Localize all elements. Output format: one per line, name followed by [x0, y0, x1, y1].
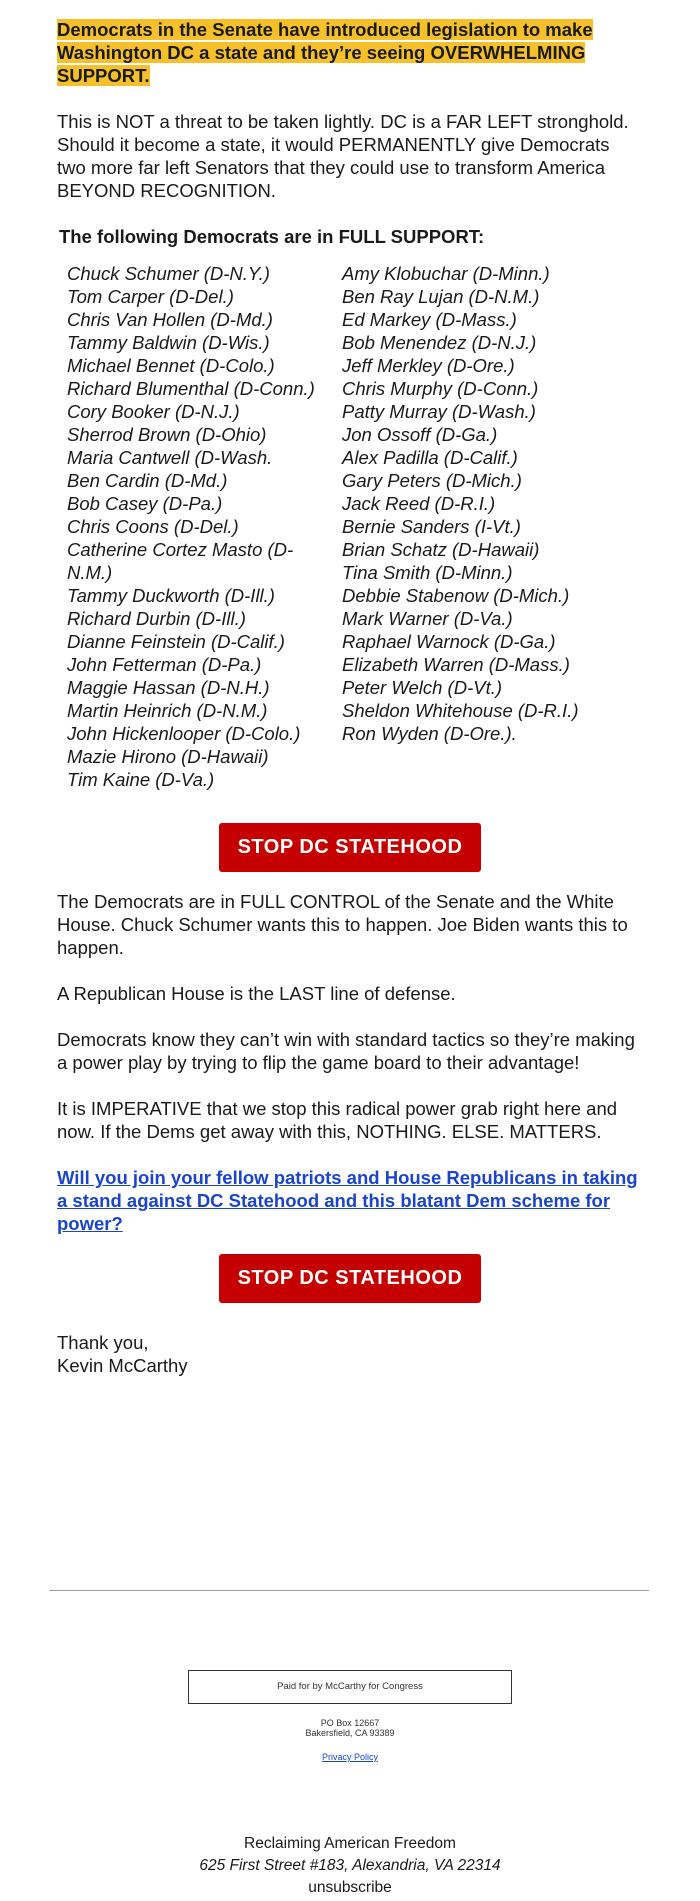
senator-item: Chuck Schumer (D-N.Y.) [67, 263, 270, 284]
senator-item: Peter Welch (D-Vt.) [342, 677, 503, 698]
senator-item: Chris Murphy (D-Conn.) [342, 378, 539, 399]
senator-column-left [57, 262, 332, 791]
senator-item: Jeff Merkley (D-Ore.) [342, 355, 515, 376]
senator-item: Sheldon Whitehouse (D-R.I.) [342, 700, 579, 721]
senator-item: Patty Murray (D-Wash.) [342, 401, 536, 422]
senator-item: Ed Markey (D-Mass.) [342, 309, 517, 330]
footer [0, 1833, 700, 1899]
imperative-paragraph: It is IMPERATIVE that we stop this radical power grab right here and now. If the Dems get away with this, NOTHING. ELSE. MATTERS. [57, 1098, 618, 1142]
privacy-policy-link[interactable]: Privacy Policy [321, 1752, 378, 1762]
senator-item: John Hickenlooper (D-Colo.) [67, 723, 301, 744]
senator-item: Bob Casey (D-Pa.) [67, 493, 223, 514]
stop-dc-statehood-button-top[interactable]: STOP DC STATEHOOD [219, 823, 481, 872]
stop-dc-statehood-button-bottom[interactable]: STOP DC STATEHOOD [219, 1254, 481, 1303]
senator-item: Bernie Sanders (I-Vt.) [342, 516, 521, 537]
senator-item: Martin Heinrich (D-N.M.) [67, 700, 268, 721]
senator-item: Tina Smith (D-Minn.) [342, 562, 513, 583]
senator-item: Tom Carper (D-Del.) [67, 286, 234, 307]
senator-item: Tammy Duckworth (D-Ill.) [67, 585, 275, 606]
mailing-address [0, 1718, 700, 1738]
senator-item: Maria Cantwell (D-Wash. [67, 447, 273, 468]
signoff-name: Kevin McCarthy [57, 1355, 188, 1376]
senator-list [57, 262, 643, 791]
senator-item: Tim Kaine (D-Va.) [67, 769, 215, 790]
senator-item: Michael Bennet (D-Colo.) [67, 355, 275, 376]
senator-item: Ron Wyden (D-Ore.). [342, 723, 517, 744]
senator-item: Cory Booker (D-N.J.) [67, 401, 240, 422]
senator-item: Brian Schatz (D-Hawaii) [342, 539, 540, 560]
senator-item: Mazie Hirono (D-Hawaii) [67, 746, 269, 767]
intro-paragraph: This is NOT a threat to be taken lightly. DC is a FAR LEFT stronghold. Should it become a state, it would PERMANENTLY give Democrats two more far left Senators that they could use to transform America BEYOND RECOGNITION. [57, 111, 629, 201]
senator-item: Alex Padilla (D-Calif.) [342, 447, 518, 468]
senator-item: John Fetterman (D-Pa.) [67, 654, 262, 675]
senator-item: Dianne Feinstein (D-Calif.) [67, 631, 285, 652]
join-link[interactable]: Will you join your fellow patriots and House Republicans in taking a stand against DC Statehood and this blatant Dem scheme for power? [57, 1167, 638, 1234]
senator-item: Mark Warner (D-Va.) [342, 608, 513, 629]
senator-item: Sherrod Brown (D-Ohio) [67, 424, 267, 445]
senator-item: Amy Klobuchar (D-Minn.) [342, 263, 550, 284]
support-heading: The following Democrats are in FULL SUPPORT: [59, 226, 485, 247]
senator-item: Raphael Warnock (D-Ga.) [342, 631, 556, 652]
senator-item: Jon Ossoff (D-Ga.) [342, 424, 498, 445]
senator-item: Chris Van Hollen (D-Md.) [67, 309, 273, 330]
senator-item: Elizabeth Warren (D-Mass.) [342, 654, 570, 675]
footer-address: 625 First Street #183, Alexandria, VA 22314 [199, 1857, 501, 1874]
senator-item: Richard Blumenthal (D-Conn.) [67, 378, 315, 399]
footer-org: Reclaiming American Freedom [244, 1835, 456, 1852]
paid-for-box: Paid for by McCarthy for Congress [188, 1670, 512, 1704]
headline [57, 18, 643, 87]
senator-item: Ben Cardin (D-Md.) [67, 470, 228, 491]
senator-item: Jack Reed (D-R.I.) [342, 493, 496, 514]
tactics-paragraph: Democrats know they can’t win with standard tactics so they’re making a power play by trying to flip the game board to their advantage! [57, 1029, 635, 1073]
senator-item: Chris Coons (D-Del.) [67, 516, 239, 537]
senator-item: Catherine Cortez Masto (D-N.M.) [67, 539, 294, 583]
senator-column-right [332, 262, 632, 791]
headline-highlight: Democrats in the Senate have introduced legislation to make Washington DC a state and they’re seeing OVERWHELMING SUPPORT. [57, 19, 593, 86]
footer-divider [49, 1590, 649, 1591]
senator-item: Gary Peters (D-Mich.) [342, 470, 522, 491]
house-paragraph: A Republican House is the LAST line of defense. [57, 983, 456, 1004]
senator-item: Richard Durbin (D-Ill.) [67, 608, 246, 629]
senator-item: Maggie Hassan (D-N.H.) [67, 677, 270, 698]
city-line: Bakersfield, CA 93389 [305, 1728, 395, 1738]
senator-item: Debbie Stabenow (D-Mich.) [342, 585, 570, 606]
email-body [57, 18, 643, 1377]
control-paragraph: The Democrats are in FULL CONTROL of the Senate and the White House. Chuck Schumer wants this to happen. Joe Biden wants this to happen. [57, 891, 628, 958]
senator-item: Bob Menendez (D-N.J.) [342, 332, 537, 353]
senator-item: Ben Ray Lujan (D-N.M.) [342, 286, 540, 307]
signoff-thanks: Thank you, [57, 1332, 149, 1353]
unsubscribe-link[interactable]: unsubscribe [308, 1879, 392, 1896]
po-box: PO Box 12667 [320, 1718, 380, 1728]
senator-item: Tammy Baldwin (D-Wis.) [67, 332, 270, 353]
